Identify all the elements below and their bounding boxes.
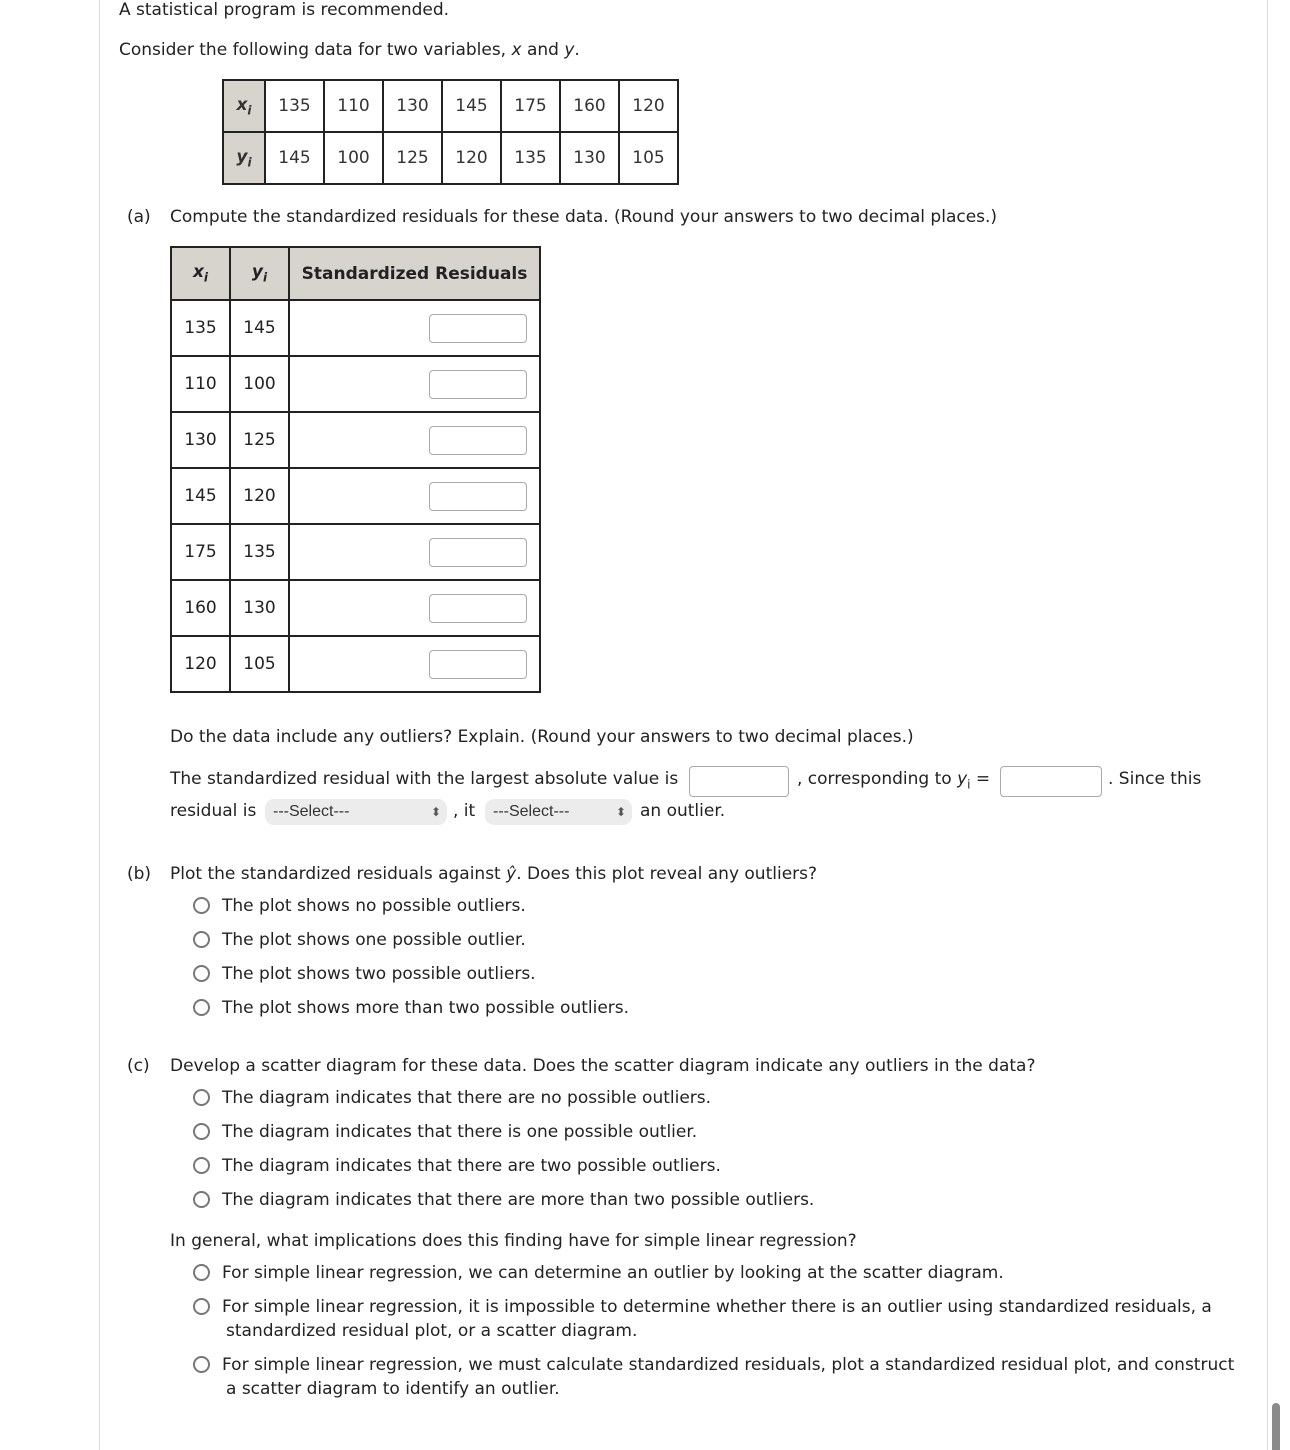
largest-residual-input[interactable]	[689, 766, 789, 797]
y-cell: 130	[560, 132, 619, 184]
y-cell: 120	[442, 132, 501, 184]
radio-c-2[interactable]	[193, 1123, 210, 1140]
option-c-4[interactable]: The diagram indicates that there are more than two possible outliers.	[222, 1190, 815, 1210]
right-border	[1267, 0, 1268, 1450]
yi-input[interactable]	[1000, 766, 1102, 797]
col-header-x: $x_i$	[171, 247, 230, 300]
option-impl-2[interactable]: For simple linear regression, it is impossible to determine whether there is an outlier using standardized residuals, a	[222, 1297, 1212, 1317]
intro-note: A statistical program is recommended.	[119, 0, 450, 20]
residual-select[interactable]: ---Select--- ⬍	[265, 799, 447, 825]
option-c-3[interactable]: The diagram indicates that there are two possible outliers.	[222, 1156, 721, 1176]
y-header: $y_i$	[223, 132, 265, 184]
residual-input-3[interactable]	[429, 426, 527, 455]
y-value: 135	[230, 524, 289, 580]
x-cell: 160	[560, 80, 619, 132]
x-cell: 130	[383, 80, 442, 132]
x-cell: 135	[265, 80, 324, 132]
x-row	[223, 80, 678, 132]
residual-input-1[interactable]	[429, 314, 527, 343]
y-cell: 135	[501, 132, 560, 184]
table-row	[171, 412, 540, 468]
x-value: 110	[171, 356, 230, 412]
part-a-prompt: Compute the standardized residuals for these data. (Round your answers to two decimal places.)	[170, 207, 998, 227]
x-cell: 110	[324, 80, 383, 132]
radio-impl-1[interactable]	[193, 1264, 210, 1281]
table-row	[171, 524, 540, 580]
radio-c-4[interactable]	[193, 1191, 210, 1208]
radio-impl-3[interactable]	[193, 1356, 210, 1373]
option-b-2[interactable]: The plot shows one possible outlier.	[222, 930, 526, 950]
y-value: 125	[230, 412, 289, 468]
x-value: 135	[171, 300, 230, 356]
sentence-residual-is: residual is	[170, 801, 257, 821]
outlier-question: Do the data include any outliers? Explain. (Round your answers to two decimal places.)	[170, 727, 914, 747]
part-c-label: (c)	[127, 1056, 150, 1076]
data-table	[222, 79, 679, 185]
x-value: 130	[171, 412, 230, 468]
sentence-since-this: . Since this	[1108, 769, 1202, 789]
option-c-2[interactable]: The diagram indicates that there is one possible outlier.	[222, 1122, 698, 1142]
option-b-3[interactable]: The plot shows two possible outliers.	[222, 964, 536, 984]
intro-text: Consider the following data for two variables, x and y.	[119, 40, 580, 60]
x-header: $x_i$	[223, 80, 265, 132]
option-impl-3-cont[interactable]: a scatter diagram to identify an outlier.	[226, 1379, 560, 1399]
left-border	[99, 0, 100, 1450]
x-value: 145	[171, 468, 230, 524]
option-impl-2-cont[interactable]: standardized residual plot, or a scatter diagram.	[226, 1321, 638, 1341]
x-cell: 120	[619, 80, 678, 132]
residual-input-7[interactable]	[429, 650, 527, 679]
y-cell: 145	[265, 132, 324, 184]
option-impl-1[interactable]: For simple linear regression, we can determine an outlier by looking at the scatter diagram.	[222, 1263, 1004, 1283]
radio-b-2[interactable]	[193, 931, 210, 948]
part-b-prompt: Plot the standardized residuals against ŷ. Does this plot reveal any outliers?	[170, 864, 818, 884]
y-row	[223, 132, 678, 184]
part-a-label: (a)	[127, 207, 151, 227]
x-cell: 145	[442, 80, 501, 132]
option-b-4[interactable]: The plot shows more than two possible outliers.	[222, 998, 630, 1018]
sentence-it: , it	[453, 801, 476, 821]
x-value: 160	[171, 580, 230, 636]
radio-b-3[interactable]	[193, 965, 210, 982]
is-outlier-select[interactable]: ---Select--- ⬍	[485, 799, 632, 825]
sentence-largest-residual: The standardized residual with the largest absolute value is	[170, 769, 679, 789]
table-row	[171, 468, 540, 524]
x-value: 120	[171, 636, 230, 692]
chevron-updown-icon: ⬍	[430, 805, 441, 819]
radio-c-3[interactable]	[193, 1157, 210, 1174]
col-header-residuals: Standardized Residuals	[289, 247, 540, 300]
table-row	[171, 636, 540, 692]
table-row	[171, 356, 540, 412]
scrollbar-thumb[interactable]	[1272, 1403, 1280, 1450]
y-cell: 100	[324, 132, 383, 184]
residual-input-6[interactable]	[429, 594, 527, 623]
chevron-updown-icon: ⬍	[615, 805, 626, 819]
table-row	[171, 580, 540, 636]
implications-question: In general, what implications does this finding have for simple linear regression?	[170, 1231, 857, 1251]
col-header-y: $y_i$	[230, 247, 289, 300]
y-value: 105	[230, 636, 289, 692]
y-cell: 105	[619, 132, 678, 184]
y-value: 100	[230, 356, 289, 412]
y-value: 120	[230, 468, 289, 524]
residual-input-2[interactable]	[429, 370, 527, 399]
sentence-an-outlier: an outlier.	[640, 801, 726, 821]
residual-input-4[interactable]	[429, 482, 527, 511]
option-c-1[interactable]: The diagram indicates that there are no possible outliers.	[222, 1088, 712, 1108]
table-row	[171, 300, 540, 356]
y-value: 130	[230, 580, 289, 636]
radio-b-4[interactable]	[193, 999, 210, 1016]
residual-input-5[interactable]	[429, 538, 527, 567]
sentence-corresponding: , corresponding to $y_i$ =	[797, 769, 991, 792]
part-c-prompt: Develop a scatter diagram for these data. Does the scatter diagram indicate any outliers in the data?	[170, 1056, 1036, 1076]
y-cell: 125	[383, 132, 442, 184]
residuals-table	[170, 246, 541, 693]
x-value: 175	[171, 524, 230, 580]
option-b-1[interactable]: The plot shows no possible outliers.	[222, 896, 526, 916]
radio-impl-2[interactable]	[193, 1298, 210, 1315]
option-impl-3[interactable]: For simple linear regression, we must calculate standardized residuals, plot a standardized residual plot, and construct	[222, 1355, 1235, 1375]
y-value: 145	[230, 300, 289, 356]
radio-b-1[interactable]	[193, 897, 210, 914]
radio-c-1[interactable]	[193, 1089, 210, 1106]
part-b-label: (b)	[127, 864, 152, 884]
x-cell: 175	[501, 80, 560, 132]
